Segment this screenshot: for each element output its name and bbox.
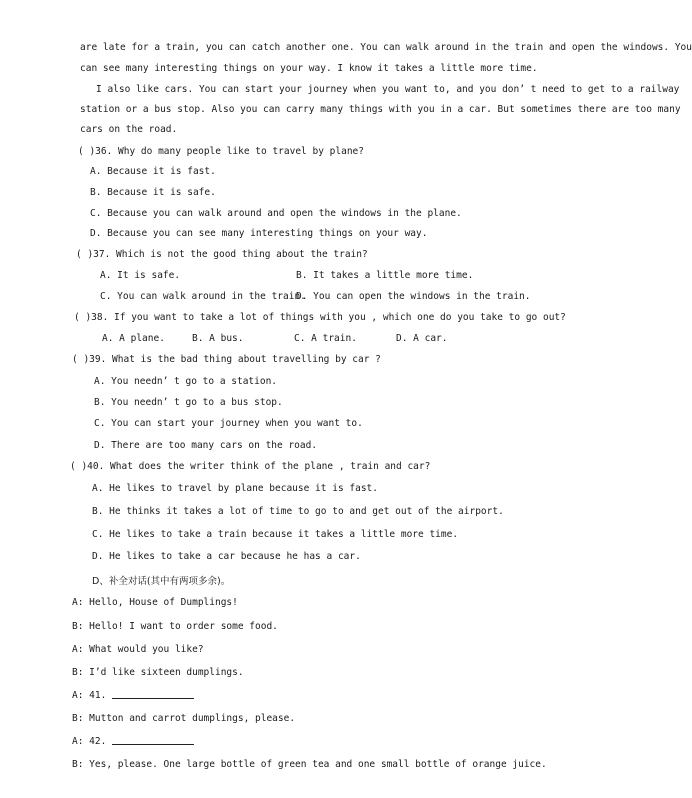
question-37-option-b: B. It takes a little more time. [296,270,474,281]
question-38-option-a: A. A plane. [102,333,165,344]
question-39-stem: ( )39. What is the bad thing about travelling by car ? [72,354,381,365]
question-37-option-c: C. You can walk around in the train. [100,291,306,302]
question-39-option-d: D. There are too many cars on the road. [94,440,318,451]
question-39-option-b: B. You needn’ t go to a bus stop. [94,397,283,408]
dialogue-line-7-text: A: 42. [72,736,107,747]
question-38-option-b: B. A bus. [192,333,244,344]
answer-blank-41[interactable] [112,697,194,699]
question-38-option-d: D. A car. [396,333,448,344]
question-39-option-c: C. You can start your journey when you want to. [94,418,363,429]
dialogue-line-4: B: I’d like sixteen dumplings. [72,667,244,678]
question-36-stem: ( )36. Why do many people like to travel by plane? [78,146,364,157]
question-36-option-d: D. Because you can see many interesting things on your way. [90,228,428,239]
question-37-option-d: D. You can open the windows in the train. [296,291,531,302]
passage-line-1: are late for a train, you can catch another one. You can walk around in the train and open the windows. You [80,42,692,53]
question-39-option-a: A. You needn’ t go to a station. [94,376,278,387]
dialogue-line-5-text: A: 41. [72,690,107,701]
question-37-stem: ( )37. Which is not the good thing about the train? [76,249,368,260]
dialogue-line-8: B: Yes, please. One large bottle of green tea and one small bottle of orange juice. [72,759,547,770]
answer-blank-42[interactable] [112,743,194,745]
passage-line-2: can see many interesting things on your way. I know it takes a little more time. [80,63,538,74]
question-36-option-a: A. Because it is fast. [90,166,216,177]
question-36-option-b: B. Because it is safe. [90,187,216,198]
passage-line-5: cars on the road. [80,124,178,135]
question-37-option-a: A. It is safe. [100,270,181,281]
dialogue-line-6: B: Mutton and carrot dumplings, please. [72,713,296,724]
question-38-stem: ( )38. If you want to take a lot of things with you , which one do you take to go out? [74,312,566,323]
dialogue-line-3: A: What would you like? [72,644,204,655]
question-38-option-c: C. A train. [294,333,357,344]
question-40-option-b: B. He thinks it takes a lot of time to go to and get out of the airport. [92,506,504,517]
section-title: D、补全对话(其中有两项多余)。 [92,576,231,587]
passage-line-4: station or a bus stop. Also you can carry many things with you in a car. But sometimes there are too many [80,104,681,115]
question-40-stem: ( )40. What does the writer think of the plane , train and car? [70,461,431,472]
question-40-option-c: C. He likes to take a train because it takes a little more time. [92,529,459,540]
dialogue-line-1: A: Hello, House of Dumplings! [72,597,238,608]
question-40-option-a: A. He likes to travel by plane because it is fast. [92,483,378,494]
dialogue-line-2: B: Hello! I want to order some food. [72,621,278,632]
question-40-option-d: D. He likes to take a car because he has a car. [92,551,361,562]
dialogue-line-5 [72,690,194,701]
passage-line-3: I also like cars. You can start your journey when you want to, and you don’ t need to get to a railway [96,84,680,95]
question-36-option-c: C. Because you can walk around and open the windows in the plane. [90,208,462,219]
dialogue-line-7 [72,736,194,747]
